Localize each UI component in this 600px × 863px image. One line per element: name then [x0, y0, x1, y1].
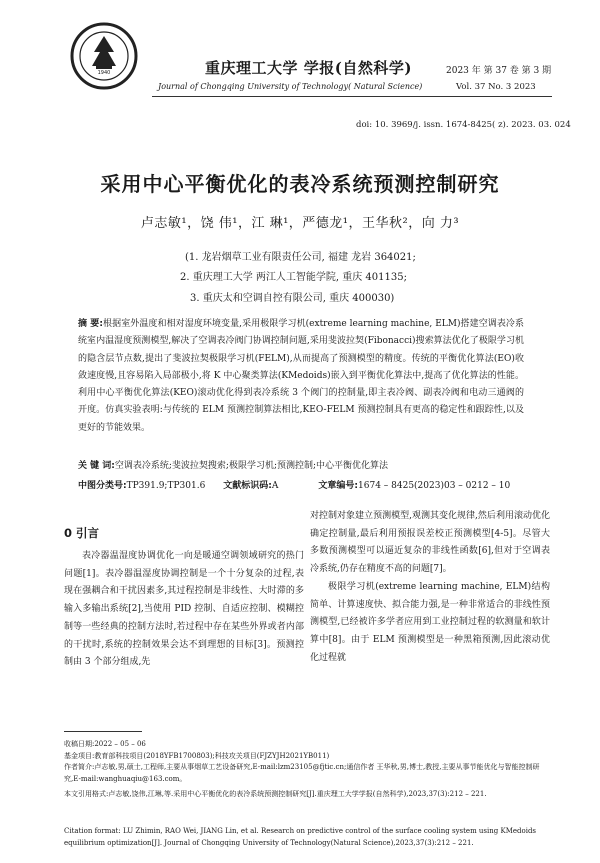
paragraph: 表冷器温湿度协调优化一向是暖通空调领域研究的热门问题[1]。表冷器温湿度协调控制是一个十分复杂的过程,表现在强耦合和干扰因素多,其过程控制是非线性、大时滞的多输入多输出系统[2],当使用 PID 控制、自适应控制、模糊控制等一些经典的控制方法时,若过程中存在某些外界或者内部的干扰时,系统的控制效果会达不到理想的目标[3]。预测控制由 3 个部分组成,先	[64, 551, 304, 668]
abstract-text: 根据室外温度和相对湿度环境变量,采用极限学习机(extreme learning machine, ELM)搭建空调表冷系统室内温湿度预测模型,解决了空调表冷阀门协调控制问题,采用斐波拉契(Fibonacci)搜索算法优化了极限学习机的隐含层节点数,提出了斐波拉契极限学习机(FELM),从而提高了预测模型的精度。传统的平衡优化算法(EO)收敛速度慢,且容易陷入局部极小,将 K 中心聚类算法(KMedoids)嵌入到平衡优化算法中,提高了优化算法的性能。利用中心平衡优化算法(KEO)滚动优化得到表冷系统 3 个阀门的控制量,即主表冷阀、副表冷阀和电动三通阀的开度。仿真实验表明:与传统的 ELM 预测控制算法相比,KEO-FELM 预测控制具有更高的稳定性和跟踪性,以及更好的节能效果。	[78, 319, 524, 433]
footnote-metadata	[64, 739, 554, 785]
header-divider	[152, 96, 552, 97]
journal-title-cn: 重庆理工大学 学报(自然科学)	[205, 59, 412, 77]
article-no-label: 文章编号:	[318, 481, 359, 491]
affiliation-1: (1. 龙岩烟草工业有限责任公司, 福建 龙岩 364021;	[185, 252, 416, 263]
clc-value: TP391.9;TP301.6	[126, 481, 206, 491]
abstract-label: 摘 要:	[78, 319, 103, 329]
affiliation-3: 3. 重庆太和空调自控有限公司, 重庆 400030)	[190, 293, 395, 304]
section-heading-introduction: 0 引言	[64, 526, 100, 540]
abstract	[78, 316, 524, 437]
author-list: 卢志敏¹，饶 伟¹，江 琳¹，严德龙¹，王华秋²，向 力³	[140, 216, 460, 231]
keywords-label: 关 键 词:	[78, 461, 115, 471]
footnote-divider	[64, 731, 142, 732]
issue-info-cn: 2023 年 第 37 卷 第 3 期	[446, 66, 552, 76]
doc-code-value: A	[271, 481, 279, 491]
university-seal-icon	[70, 22, 138, 90]
keywords	[78, 458, 524, 471]
doi: doi: 10. 3969/j. issn. 1674-8425( z). 2023. 03. 024	[356, 120, 571, 130]
body-column-right	[310, 508, 550, 667]
issue-info-en: Vol. 37 No. 3 2023	[456, 82, 536, 92]
citation-cn: 本文引用格式:卢志敏,饶伟,江琳,等.采用中心平衡优化的表冷系统预测控制研究[J].重庆理工大学学报(自然科学),2023,37(3):212 – 221.	[64, 790, 487, 798]
citation-en: Citation format: LU Zhimin, RAO Wei, JIANG Lin, et al. Research on predictive control of the surface cooling system using KMedoids equilibrium optimization[J]. Journal of Chongqing University of Technology(Natural Science),2023,37(3):212 – 221.	[64, 827, 537, 847]
journal-title-en: Journal of Chongqing University of Technology( Natural Science)	[158, 82, 423, 91]
classification-line	[78, 478, 524, 491]
paragraph: 对控制对象建立预测模型,观测其变化规律,然后利用滚动优化确定控制量,最后利用预报误差校正预测模型[4-5]。尽管大多数预测模型可以逼近复杂的非线性函数[6],但对于空调表冷系统,仍存在精度不高的问题[7]。	[310, 511, 550, 575]
article-no-value: 1674 – 8425(2023)03 – 0212 – 10	[358, 481, 511, 491]
university-logo	[70, 22, 138, 90]
doc-code-label: 文献标识码:	[223, 481, 272, 491]
body-column-left	[64, 548, 304, 672]
fund-info: 基金项目:教育部科技项目(2018YFB1700803);科技攻关项目(FJZYJH2021YB011)	[64, 751, 330, 760]
keywords-text: 空调表冷系统;斐波拉契搜索;极限学习机;预测控制;中心平衡优化算法	[114, 461, 389, 471]
logo-year: 1940	[97, 70, 111, 76]
affiliation-2: 2. 重庆理工大学 两江人工智能学院, 重庆 401135;	[180, 272, 407, 283]
author-bio: 作者简介:卢志敏,男,硕士,工程师,主要从事烟草工艺设备研究,E-mail:lzm23105@fjtic.cn;通信作者 王华秋,男,博士,教授,主要从事节能优化与智能控制研究,E-mail:wanghuaqiu@163.com。	[64, 763, 540, 783]
paper-title: 采用中心平衡优化的表冷系统预测控制研究	[100, 172, 500, 196]
paragraph: 极限学习机(extreme learning machine, ELM)结构简单、计算速度快、拟合能力强,是一种非常适合的非线性预测模型,已经被许多学者应用到工业控制过程的软测量和软计算中[8]。由于 ELM 预测模型是一种黑箱预测,因此滚动优化过程就	[310, 581, 550, 663]
received-date: 收稿日期:2022 – 05 – 06	[64, 740, 146, 748]
clc-label: 中图分类号:	[78, 481, 127, 491]
